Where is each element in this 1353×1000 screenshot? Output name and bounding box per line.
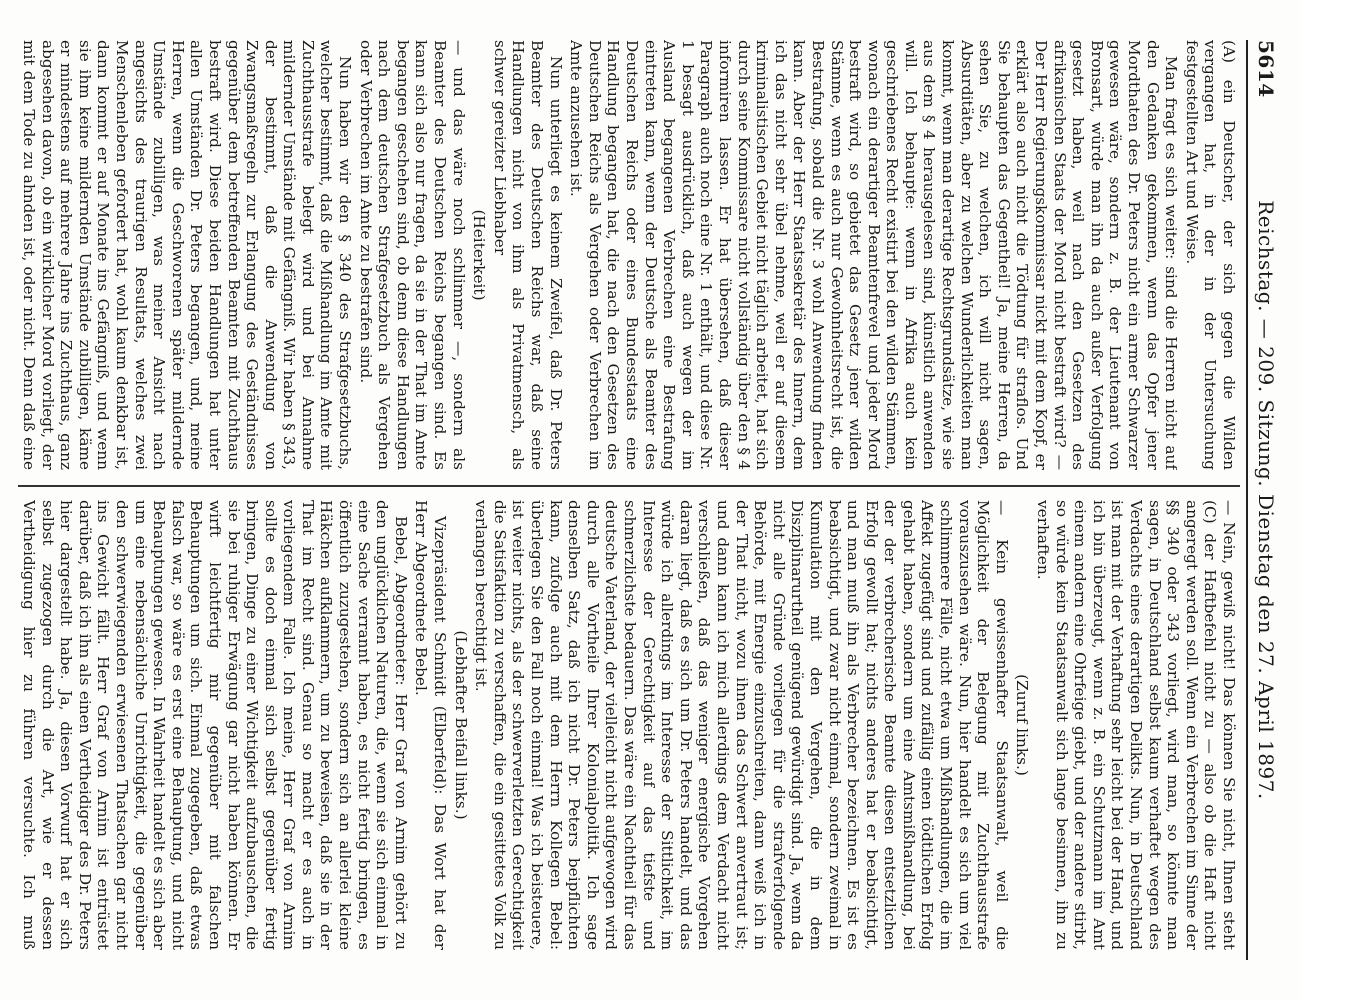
- paragraph: — Kein gewissenhafter Staatsanwalt, weil die Möglichkeit der Belegung mit Zuchthausstrafe vorauszusehen wäre. Nun, hier handelt es sich um viel schlimmere Fälle, nicht etwa um Mißhandlungen, die im Affekt zugefügt sind und zufällig einen tödtlichen Erfolg gehabt haben, sondern um eine Amtsmißhandlung, bei der der verbrecherische Beamte diesen entsetzlichen Erfolg gewollt hat; nichts anderes hat er beabsichtigt, und man muß ihn als Verbrecher bezeichnen. Es ist es beabsichtigt, und zwar nicht einmal, sondern zweimal in Kumulation mit den Vergehen, die in dem Disziplinarurtheil genügend gewürdigt sind. Ja, wenn da nicht alle Gründe vorliegen für die strafverfolgende Behörde, mit Energie einzuschreiten, dann weiß ich in der That nicht, wozu ihnen das Schwert anvertraut ist; und dann kann ich mich allerdings dem Verdacht nicht verschließen, daß das weniger energische Vorgehen daran liegt, daß es sich um Dr. Peters handelt, und das würde ich allerdings im Interesse der Sittlichkeit, im Interesse der Gerechtigkeit auf das tiefste und schmerzlichste bedauern. Das wäre ein Nachtheil für das deutsche Vaterland, der vielleicht nicht aufgewogen wird durch alle Vortheile Ihrer Kolonialpolitik. Ich sage denselben Satz, daß ich nicht Dr. Peters beipflichten kann, zufolge auch mit dem Herrn Kollegen Bebel: überlegen Sie den Fall noch einmal! Was ich beisteuere, ist weiter nichts, als der schwerverletzten Gerechtigkeit die Satisfaktion zu verschaffen, die ein gesittetes Volk zu verlangen berechtigt ist.: [472, 500, 1011, 950]
- column-divider: [18, 485, 1240, 487]
- right-column: [20, 500, 1238, 950]
- interjection: (Zuruf links.): [1013, 674, 1032, 776]
- paragraph: Vizepräsident Schmidt (Elberfeld): Das Wort hat der Herr Abgeordnete Bebel.: [412, 500, 450, 950]
- paragraph: Bebel, Abgeordneter: Herr Graf von Arnim gehört zu den unglücklichen Naturen, die, wenn sie sich einmal in eine Sache verrannt haben, es nicht fertig bringen, es öffentlich zuzugestehen, sondern sich an allerlei kleine Häkchen aufklammern, um zu beweisen, daß sie in der That im Recht sind. Genau so macht er es auch in vorliegendem Falle. Ich meine, Herr Graf von Arnim sollte es doch einmal sich selbst gegenüber fertig bringen, Dinge zu einer Wichtigkeit aufzubauschen, die sie bei ruhiger Erwägung gar nicht haben können. Er wirft leichtfertig mir gegenüber mit falschen Behauptungen um sich. Einmal zugegeben, daß etwas falsch war, so wäre es erst eine Behauptung, und nicht Behauptungen gewesen. In Wahrheit handelt es sich aber um eine nebensächliche Unrichtigkeit, die gegenüber den schwerwiegenden erwiesenen Thatsachen gar nicht ins Gewicht fällt. Herr Graf von Arnim ist entrüstet darüber, daß ich ihn als einen Vertheidiger des Dr. Peters hier dargestellt habe. Ja, diesen Vorwurf hat er sich selbst zugezogen durch die Art, wie er dessen Vertheidigung hier zu führen versuchte. Ich muß: [20, 500, 410, 950]
- interjection: (Lebhafter Beifall links.): [451, 630, 470, 820]
- page-number: 5614: [1254, 40, 1278, 98]
- page-title: Reichstag. — 209. Sitzung. Dienstag den 27. April 1897.: [1254, 200, 1278, 800]
- paragraph: — Nein, gewiß nicht! Das können Sie nicht, Ihnen steht (C) der Haftbefehl nicht zu — also ob die Haft nicht angeregt werden soll. Wenn ein Verbrechen im Sinne der §§ 340 oder 343 vorliegt, wird man, so könnte man sagen, in Deutschland selbst kaum verhaftet wegen des Verdachts eines derartigen Delikts. Nun, in Deutschland ist man mit der Verhaftung sehr leicht bei der Hand, und ich bin überzeugt, wenn z. B. ein Schutzmann im Amt einem andern eine Ohrfeige giebt, und der andere stirbt, so würde kein Staatsanwalt sich lange besinnen, ihn zu verhaften.: [1034, 500, 1238, 950]
- paragraph: Nun haben wir den § 340 des Strafgesetzbuchs, welcher bestimmt, daß die Mißhandlung im Amte mit Zuchthausstrafe belegt wird und bei Annahme mildernder Umstände mit Gefängniß. Wir haben § 343, der bestimmt, daß die Anwendung von Zwangsmaßregeln zur Erlangung des Geständnisses gegenüber dem betreffenden Beamten mit Zuchthaus bestraft wird. Diese beiden Handlungen hat unter allen Umständen Dr. Peters begangen, und, meine Herren, wenn die Geschworenen später mildernde Umstände zubilligen, was meiner Ansicht nach angesichts des traurigen Resultats, welches zwei Menschenleben gefordert hat, wohl kaum denkbar ist, dann kommt er auf Monate ins Gefängniß, und wenn sie ihm keine mildernden Umstände zubilligen, käme er mindestens auf mehrere Jahre ins Zuchthaus, ganz abgesehen davon, ob ein wirklicher Mord vorliegt, der mit dem Tode zu ahnden ist, oder nicht. Denn daß eine: [20, 40, 355, 470]
- paragraph: (A) ein Deutscher, der sich gegen die Wilden vergangen hat, in der in der Untersuchung festgestellten Art und Weise.: [1182, 40, 1238, 470]
- page-header: [1246, 40, 1278, 960]
- left-column: [20, 40, 1238, 470]
- interjection: (Heiterkeit): [470, 209, 489, 301]
- paragraph: Nun unterliegt es keinem Zweifel, daß Dr. Peters Beamter des Deutschen Reichs war, daß seine Handlungen nicht von ihm als Privatmensch, als schwer gereizter Liebhaber: [490, 40, 565, 470]
- paragraph: — und das wäre noch schlimmer —, sondern als Beamter des Deutschen Reichs begangen sind. Es kann sich also nur fragen, da sie in der That im Amte begangen geschehen sind, ob denn diese Handlungen nach dem deutschen Strafgesetzbuch als Vergehen oder Verbrechen im Amte zu bestrafen sind.: [356, 40, 468, 470]
- paragraph: Man fragt es sich weiter: sind die Herren nicht auf den Gedanken gekommen, wenn das Opfer jener Mordthaten des Dr. Peters nicht ein armer Schwarzer gewesen wäre, sondern z. B. der Lieutenant von Bronsart, würde man ihn da auch außer Verfolgung gesetzt haben, weil nach den Gesetzen des afrikanischen Staats der Mord nicht bestraft wird? — Der Herr Regierungskommissar nickt mit dem Kopf, er erklärt also auch nicht die Tödtung für straflos. Und Sie behaupten das Gegentheil! Ja, meine Herren, da sehen Sie, zu welchen, ich will nicht sagen, Absurditäten, aber zu welchen Wunderlichkeiten man kommt, wenn man derartige Rechtsgrundsätze, wie sie aus dem § 4 herausgelesen sind, künstlich anwenden will. Ich behaupte: wenn in Afrika auch kein geschriebenes Recht existirt bei den wilden Stämmen, wonach ein derartiger Beamtenfrevel und jeder Mord bestraft wird, so gebietet das Gesetz jener wilden Stämme, wenn es auch nur Gewohnheitsrecht ist, die Bestrafung, sobald die Nr. 3 wohl Anwendung finden kann. Aber der Herr Staatssekretär des Innern, dem ich das nicht sehr übel nehme, weil er auf diesem kriminalistischen Gebiet nicht täglich arbeitet, hat sich durch seine Kommissare nicht vollständig über den § 4 informiren lassen. Er hat übersehen, daß dieser Paragraph auch noch eine Nr. 1 enthält, und diese Nr. 1 besagt ausdrücklich, daß auch wegen der im Ausland begangenen Verbrechen eine Bestrafung eintreten kann, wenn der Deutsche als Beamter des Deutschen Reichs oder eines Bundesstaats eine Handlung begangen hat, die nach den Gesetzen des Deutschen Reichs als Vergehen oder Verbrechen im Amte anzusehen ist.: [567, 40, 1181, 470]
